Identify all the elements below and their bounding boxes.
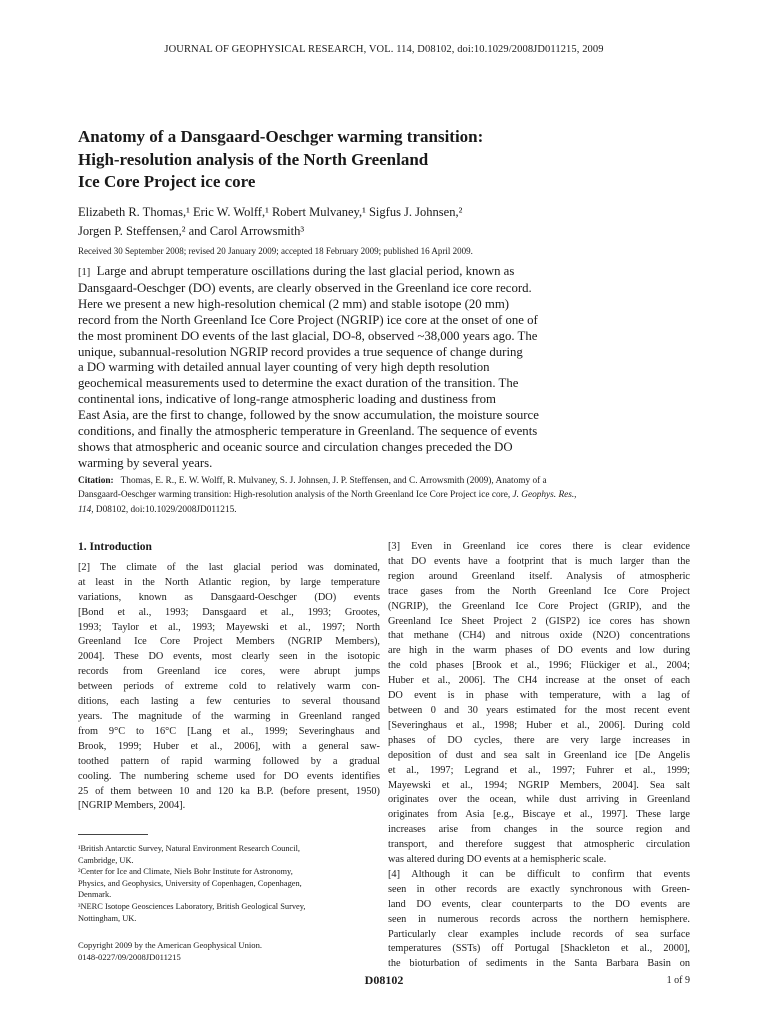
body-line: variations, known as Dansgaard-Oeschger (DO) events (78, 591, 380, 603)
body-line: [2] The climate of the last glacial period was dominated, (78, 561, 380, 573)
footnote-line: ²Center for Ice and Climate, Niels Bohr Institute for Astronomy, (78, 867, 293, 877)
body-line: increases arise from changes in the source region and (388, 824, 690, 836)
copyright-notice (78, 940, 380, 963)
body-line: 25 of them between 10 and 120 ka B.P. (before present, 1950) (78, 785, 380, 797)
body-line: Greenland Ice Core Project Members (NGRIP Members), (78, 636, 380, 648)
body-line: originates over the ocean, while dust arriving in Greenland (388, 794, 690, 806)
abstract-line: warming by several years. (78, 455, 213, 470)
citation-block (78, 474, 708, 517)
abstract-line: Dansgaard-Oeschger (DO) events, are clearly observed in the Greenland ice core record. (78, 280, 532, 295)
abstract (78, 264, 638, 472)
body-line: Particularly clear examples include records of sea surface (388, 928, 690, 940)
body-line: land DO events, clear counterparts to the DO events are (388, 898, 690, 910)
body-line: Mayewski et al., 1994; NGRIP Members, 2004]. Sea salt (388, 779, 690, 791)
page-number: 1 of 9 (666, 975, 690, 986)
received-dates: Received 30 September 2008; revised 20 January 2009; accepted 18 February 2009; published 16 April 2009. (78, 246, 473, 256)
body-line: years. The magnitude of the warming in Greenland ranged (78, 710, 380, 722)
journal-name: J. Geophys. Res., (512, 490, 577, 501)
body-line: seen in other records are exactly synchronous with Green- (388, 883, 690, 895)
body-line: that methane (CH4) and nitrous oxide (N2O) concentrations (388, 630, 690, 642)
running-head: JOURNAL OF GEOPHYSICAL RESEARCH, VOL. 114, D08102, doi:10.1029/2008JD011215, 2009 (164, 44, 604, 55)
title-line: High-resolution analysis of the North Greenland (78, 149, 429, 169)
section-heading: 1. Introduction (78, 541, 152, 553)
abstract-line: conditions, and finally the atmospheric temperature in Greenland. The sequence of events (78, 424, 538, 439)
right-column (388, 540, 690, 972)
body-line: phases of DO cycles, there are very large increases in (388, 734, 690, 746)
body-line: Brook, 1999; Huber et al., 2006], with a general saw- (78, 740, 380, 752)
body-line: [NGRIP Members, 2004]. (78, 800, 186, 812)
body-line: ditions, each lasting a few centuries to several thousand (78, 696, 380, 708)
body-line: at least in the North Atlantic region, by large temperature (78, 576, 380, 588)
citation-line: 114, D08102, doi:10.1029/2008JD011215. (78, 504, 237, 515)
paragraph-number: [1] (78, 267, 91, 278)
body-line: transport, and therefore suggest that atmospheric circulation (388, 839, 690, 851)
body-line: trace gases from the North Greenland Ice Core Project (388, 585, 690, 597)
left-column (78, 540, 380, 814)
abstract-line: East Asia, are the first to change, followed by the snow accumulation, the moisture source (78, 408, 539, 423)
body-line: records from Greenland ice cores, were abrupt jumps (78, 666, 380, 678)
paper-title (78, 126, 678, 194)
body-line: [Bond et al., 1993; Dansgaard et al., 1993; Grootes, (78, 606, 380, 618)
body-line: between 0 and 30 years estimated for the most recent event (388, 704, 690, 716)
body-line: toothed pattern of rapid warming followed by a gradual (78, 755, 380, 767)
footnote-line: Nottingham, UK. (78, 913, 137, 923)
abstract-line: unique, subannual-resolution NGRIP record provides a true sequence of change during (78, 344, 523, 359)
footnote-line: Denmark. (78, 890, 112, 900)
body-line: [Severinghaus et al., 1998; Huber et al., 2006]. During cold (388, 719, 690, 731)
abstract-line: Here we present a new high-resolution chemical (2 mm) and stable isotope (20 mm) (78, 296, 510, 311)
title-line: Ice Core Project ice core (78, 172, 256, 191)
body-line: are high in the warm phases of DO events and low during (388, 645, 690, 657)
abstract-line: [1] Large and abrupt temperature oscillations during the last glacial period, known as (78, 264, 515, 278)
body-line: 1993; Taylor et al., 1993; Mayewski et al., 1997; North (78, 621, 380, 633)
body-line: between periods of extreme cold to relatively warm con- (78, 681, 380, 693)
title-line: Anatomy of a Dansgaard-Oeschger warming transition: (78, 127, 484, 146)
authors-line: Jorgen P. Steffensen,² and Carol Arrowsmith³ (78, 224, 305, 238)
body-line: the bioturbation of sediments in the Santa Barbara Basin on (388, 958, 690, 970)
citation-line: Dansgaard-Oeschger warming transition: High-resolution analysis of the North Greenland Ice Core Project ice core, J. Geophys. Res., (78, 490, 577, 501)
article-id: D08102 (364, 973, 404, 987)
authors-line: Elizabeth R. Thomas,¹ Eric W. Wolff,¹ Robert Mulvaney,¹ Sigfus J. Johnsen,² (78, 205, 463, 219)
body-line: cooling. The numbering scheme used for DO events identifies (78, 770, 380, 782)
footnote-line: ¹British Antarctic Survey, Natural Environment Research Council, (78, 844, 300, 853)
footnote-line: Cambridge, UK. (78, 855, 134, 865)
footnote-rule (78, 834, 148, 835)
abstract-line: geochemical measurements used to determine the exact duration of the transition. The (78, 376, 519, 391)
citation-line: Citation: Thomas, E. R., E. W. Wolff, R. Mulvaney, S. J. Johnsen, J. P. Steffensen, and C. Arrowsmith (2009), Anatomy of a (78, 476, 547, 486)
body-line: et al., 1997; Legrand et al., 1997; Fuhrer et al., 1999; (388, 764, 690, 776)
citation-label: Citation: (78, 476, 114, 486)
body-line: that DO events have a footprint that is much larger than the (388, 555, 690, 567)
volume-number: 114, (78, 504, 94, 515)
footnote-line: ³NERC Isotope Geosciences Laboratory, British Geological Survey, (78, 901, 306, 911)
body-line: seen in numerous records across the northern hemisphere. (388, 913, 690, 925)
abstract-line: continental ions, indicative of long-range atmospheric loading and dustiness from (78, 392, 496, 407)
body-line: Greenland Ice Sheet Project 2 (GISP2) ice cores has shown (388, 615, 690, 627)
abstract-line: the most prominent DO events of the last glacial, DO-8, observed ~38,000 years ago. The (78, 328, 538, 343)
body-line: DO event is in phase with temperature, with a lag of (388, 690, 690, 702)
author-list (78, 203, 698, 241)
body-line: temperatures (SSTs) off Portugal [Shackleton et al., 2000], (388, 943, 690, 955)
body-line: deposition of dust and sea salt in Greenland ice [De Angelis (388, 749, 690, 761)
body-line: from 9°C to 16°C [Lang et al., 1999; Severinghaus and (78, 725, 380, 737)
copyright-line: Copyright 2009 by the American Geophysical Union. (78, 940, 263, 950)
body-line: was altered during DO events at a hemispheric scale. (388, 854, 607, 866)
body-line: originates from Asia [e.g., Biscaye et al., 1997]. These large (388, 809, 690, 821)
body-line: the cold phases [Brook et al., 1996; Flückiger et al., 2004; (388, 660, 690, 672)
body-line: Huber et al., 2006]. The CH4 increase at the onset of each (388, 675, 690, 687)
abstract-line: shows that atmospheric and oceanic source and circulation changes preceded the DO (78, 439, 513, 454)
copyright-line: 0148-0227/09/2008JD011215 (78, 951, 181, 962)
body-line: region around Greenland itself. Analysis of atmospheric (388, 570, 690, 582)
affiliation-footnotes (78, 843, 380, 924)
abstract-line: record from the North Greenland Ice Core Project (NGRIP) ice core at the onset of one of (78, 312, 538, 327)
body-line: [4] Although it can be difficult to confirm that events (388, 868, 690, 880)
abstract-line: a DO warming with detailed annual layer counting of very high depth resolution (78, 360, 490, 375)
body-line: [3] Even in Greenland ice cores there is clear evidence (388, 541, 690, 552)
body-line: (NGRIP), the Greenland Ice Core Project (GRIP), and the (388, 600, 690, 612)
body-line: 2004]. These DO events, most clearly seen in the isotopic (78, 651, 380, 663)
footnote-line: Physics, and Geophysics, University of Copenhagen, Copenhagen, (78, 878, 302, 888)
